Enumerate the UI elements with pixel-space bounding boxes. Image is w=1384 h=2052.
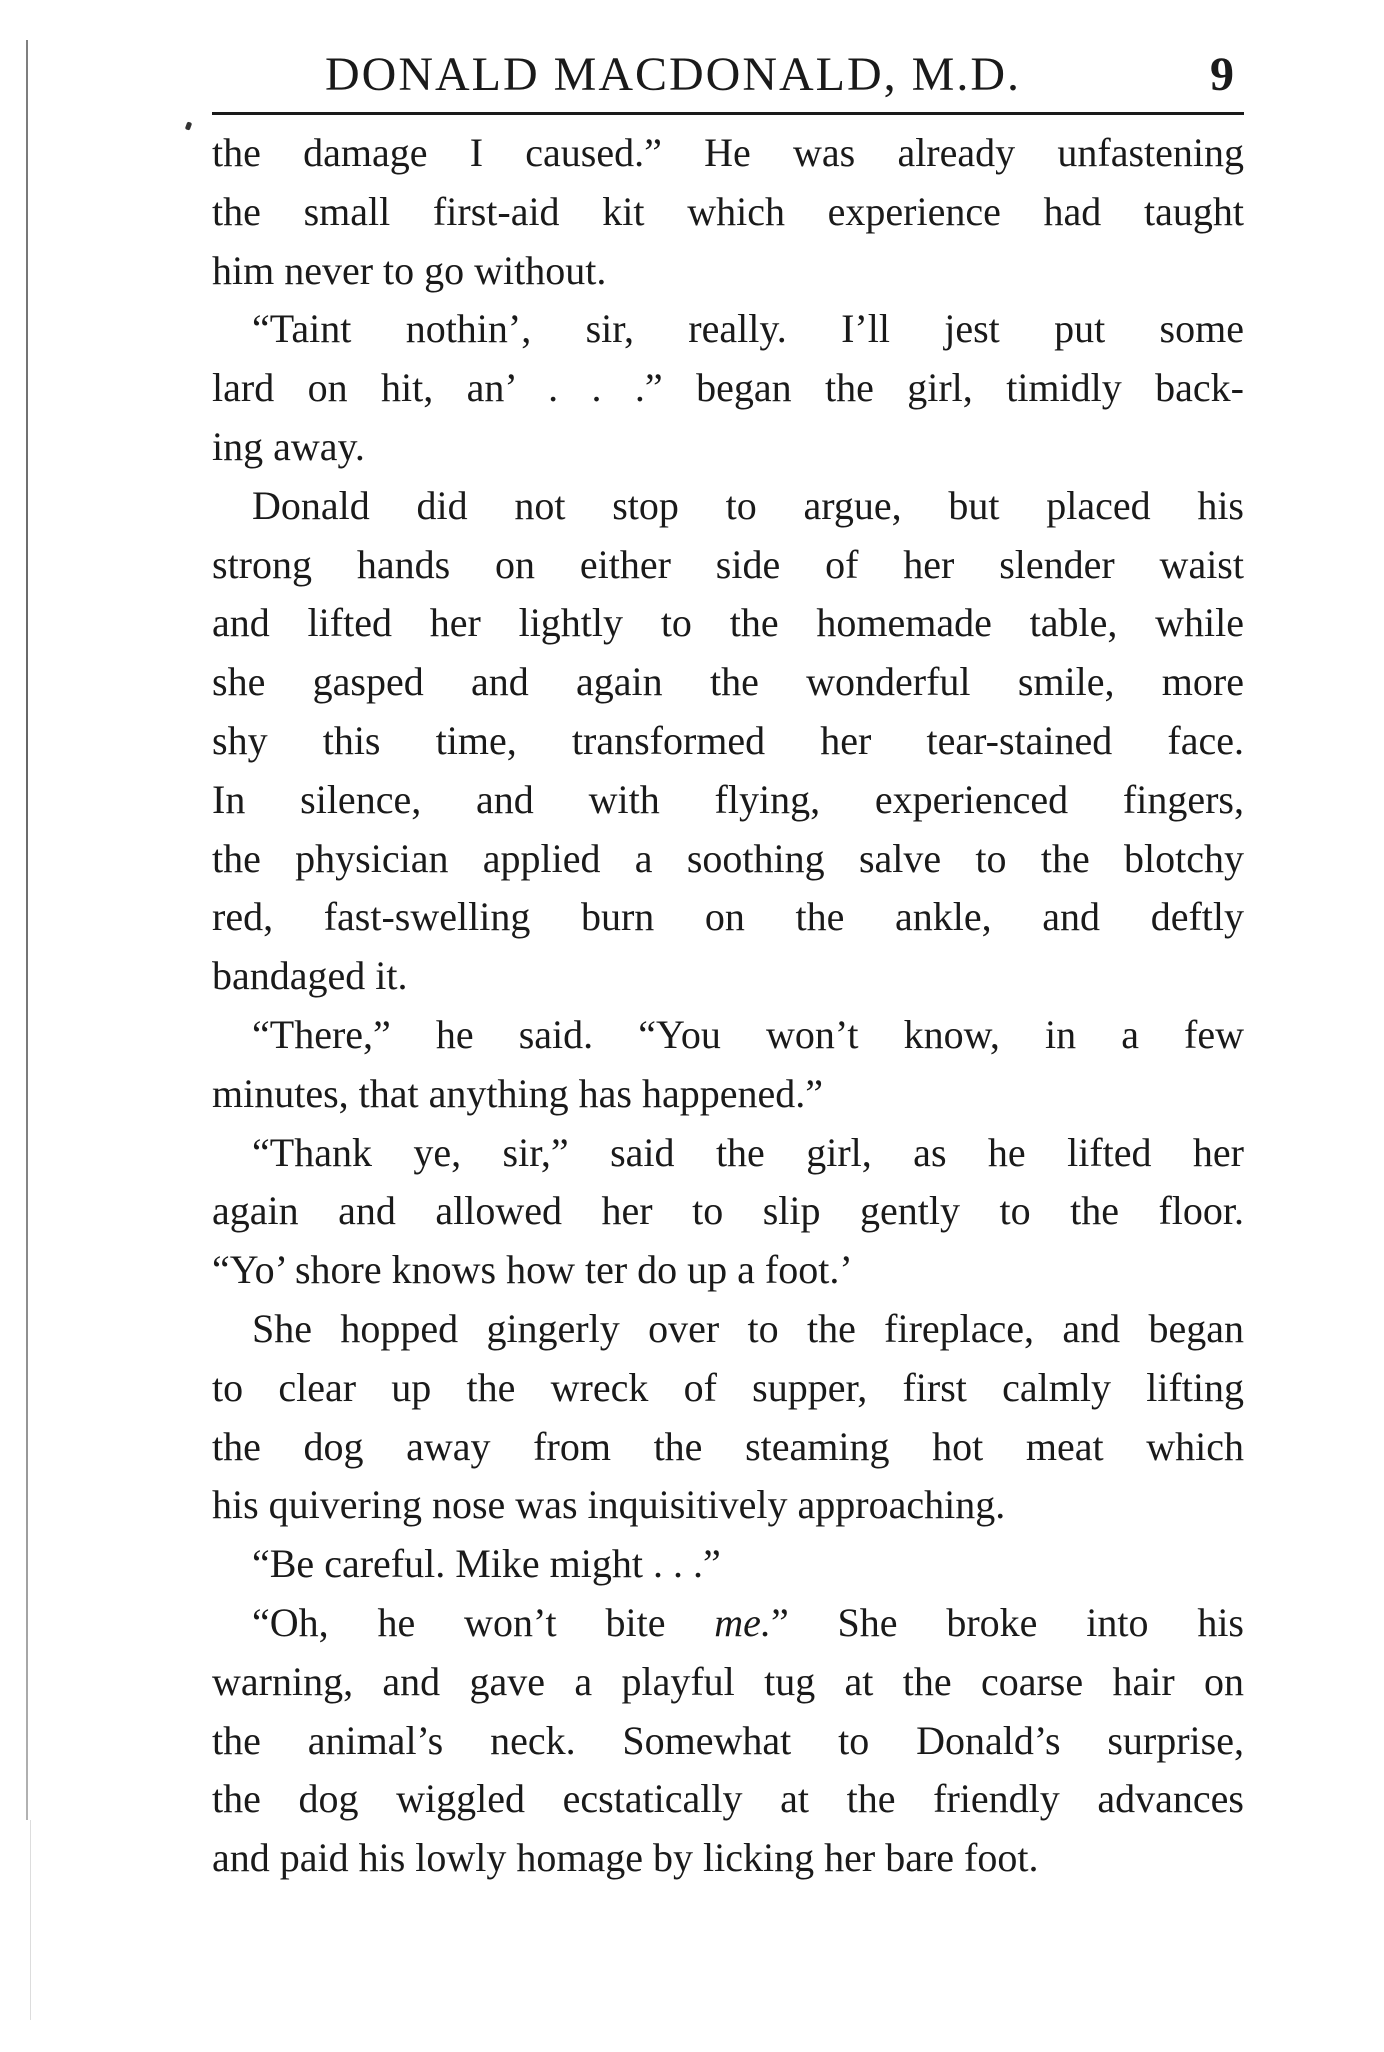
text-line: She hopped gingerly over to the fireplace, and began — [252, 1305, 1244, 1351]
text-line: and paid his lowly homage by licking her bare foot. — [212, 1835, 1039, 1881]
text-line: minutes, that anything has happened.” — [212, 1070, 823, 1116]
text-line: “Yo’ shore knows how ter do up a foot.’ — [212, 1247, 853, 1293]
text-line: and lifted her lightly to the homemade table, while — [212, 600, 1244, 646]
page-number: 9 — [1210, 48, 1234, 101]
page-header — [212, 36, 1242, 110]
running-title: DONALD MACDONALD, M.D. — [325, 48, 1021, 101]
binding-edge — [26, 40, 28, 1820]
text-line: the dog away from the steaming hot meat which — [212, 1423, 1244, 1469]
text-line: the dog wiggled ecstatically at the friendly advances — [212, 1776, 1244, 1822]
text-line: the animal’s neck. Somewhat to Donald’s surprise, — [212, 1717, 1244, 1763]
text-line: him never to go without. — [212, 247, 607, 293]
body-text — [212, 124, 1244, 1888]
text-line: Donald did not stop to argue, but placed his — [252, 482, 1244, 528]
text-line: ing away. — [212, 423, 365, 469]
text-line: In silence, and with flying, experienced fingers, — [212, 776, 1244, 822]
text-line: red, fast-swelling burn on the ankle, and deftly — [212, 894, 1244, 940]
text-line: “There,” he said. “You won’t know, in a few — [252, 1011, 1244, 1057]
text-line: “Thank ye, sir,” said the girl, as he lifted her — [252, 1129, 1244, 1175]
text-line: to clear up the wreck of supper, first calmly lifting — [212, 1364, 1244, 1410]
text-line: bandaged it. — [212, 953, 408, 999]
text-line: his quivering nose was inquisitively approaching. — [212, 1482, 1006, 1528]
text-line: again and allowed her to slip gently to the floor. — [212, 1188, 1244, 1234]
text-line: “Taint nothin’, sir, really. I’ll jest put some — [252, 306, 1244, 352]
text-line: shy this time, transformed her tear-stained face. — [212, 717, 1244, 763]
text-line: the damage I caused.” He was already unfastening — [212, 130, 1244, 175]
header-rule — [212, 112, 1244, 115]
ink-speck — [185, 121, 192, 130]
text-line: “Be careful. Mike might . . .” — [252, 1541, 721, 1587]
text-line: the physician applied a soothing salve to the blotchy — [212, 835, 1244, 881]
binding-edge-faint — [30, 1820, 31, 2020]
text-line: lard on hit, an’ . . .” began the girl, timidly back- — [212, 365, 1244, 411]
text-line: “Oh, he won’t bite me.” She broke into his — [252, 1599, 1244, 1645]
text-line: the small first-aid kit which experience had taught — [212, 188, 1244, 234]
text-line: warning, and gave a playful tug at the coarse hair on — [212, 1658, 1244, 1704]
text-line: strong hands on either side of her slender waist — [212, 541, 1244, 587]
text-line: she gasped and again the wonderful smile, more — [212, 659, 1244, 705]
